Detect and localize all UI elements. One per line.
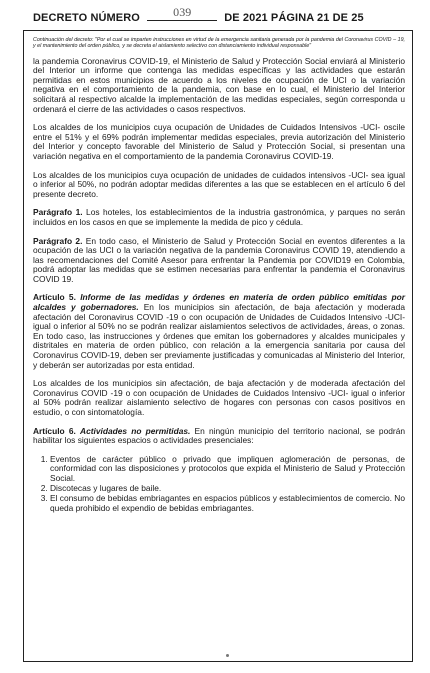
paragrafo-2 <box>33 237 405 285</box>
list-item: 1. Eventos de carácter público o privado que impliquen aglomeración de personas, de conformidad con las disposiciones y protocolos que expida el Ministerio de Salud y Protección Social. <box>50 455 405 484</box>
articulo-6-label: Artículo 6. <box>33 425 76 436</box>
list-item: 3. El consumo de bebidas embriagantes en espacios públicos y establecimientos de comercio. No queda prohibido el expendio de bebidas embriagantes. <box>50 494 405 513</box>
paragraph-3: Los alcaldes de los municipios cuya ocupación de unidades de cuidados intensivos -UCI- sea igual o inferior al 50%, no podrán adoptar medidas diferentes a las que se establecen en el artículo 6 del presente decreto. <box>33 169 405 199</box>
paragraph-1: la pandemia Coronavirus COVID-19, el Ministerio de Salud y Protección Social enviará al Ministerio del Interior un informe que contenga las medidas específicas y las actividades que estarán permitidas en estos municipios de acuerdo a los niveles de ocupación de UCI o la variación negativa en el comportamiento de la pandemia, con base en lo cual, el Ministerio del Interior solicitará al respectivo alcalde la implementación de las medidas especiales, según corresponda u ordenará el cierre de las actividades o casos respectivos. <box>33 55 405 114</box>
decree-label: DECRETO NÚMERO <box>33 12 140 24</box>
paragrafo-2-text: En todo caso, el Ministerio de Salud y Protección Social en eventos diferentes a la ocupación de las UCI o la variación negativa de la pandemia Coronavirus COVID 19, atendiendo a las recomendaciones del Comité Asesor para enfrentar la Pandemia por COVID19 en Colombia, podrá adoptar las medidas que se estimen necesarias para enfrentar la pandemia el Coronavirus COVID 19. <box>33 235 405 284</box>
articulo-6 <box>33 427 405 446</box>
paragrafo-2-label: Parágrafo 2. <box>33 235 83 246</box>
decree-number: 039 <box>173 5 192 19</box>
page-header <box>33 5 413 26</box>
articulo-5-title: Informe de las medidas y órdenes en materia de orden público emitidas por alcaldes y gobernadores. <box>33 292 406 313</box>
paragrafo-1 <box>33 208 405 227</box>
articulo-6-text: En ningún municipio del territorio nacional, se podrán habilitar los siguientes espacios o actividades presenciales: <box>33 425 406 446</box>
paragraph-7: Los alcaldes de los municipios sin afectación, de baja afectación y de moderada afectación del Coronavirus COVID -19 o con ocupación de Unidades de Cuidados Intensivo -UCI- igual o inferior al 50% podrán realizar aislamiento selectivo de hogares con personas con casos positivos en estudio, o con sintomatología. <box>33 378 405 417</box>
paragrafo-1-text: Los hoteles, los establecimientos de la industria gastronómica, y parques no serán incluidos en los casos en que se implemente la medida de pico y cédula. <box>33 207 405 227</box>
year-page-label: DE 2021 PÁGINA 21 DE 25 <box>224 12 364 24</box>
paragrafo-1-label: Parágrafo 1. <box>33 207 83 218</box>
decree-number-blank <box>147 5 217 21</box>
continuation-note: Continuación del decreto: "Por el cual se imparten instrucciones en virtud de la emergencia sanitaria generada por la pandemia del Coronavirus COVID – 19, y el mantenimiento del orden público, y se decreta el aislamiento selectivo con distanciamiento individual responsable" <box>33 37 405 50</box>
articulo-6-title: Actividades no permitidas. <box>80 425 191 436</box>
list-item: 2. Discotecas y lugares de baile. <box>50 484 405 494</box>
articulo-5-label: Artículo 5. <box>33 292 76 303</box>
page-content <box>33 37 405 514</box>
prohibited-activities-list <box>33 455 405 514</box>
articulo-5 <box>33 293 405 370</box>
footer-dot <box>226 654 229 657</box>
articulo-5-text: En los municipios sin afectación, de baja afectación y moderada afectación del Coronavirus COVID -19 o con ocupación de Unidades de Cuidados Intensivo -UCI- igual o inferior al 50% no se podrán realizar aislamientos selectivos de actividades, áreas, o zonas. En todo caso, las instrucciones y órdenes que emitan los gobernadores y alcaldes municipales y distritales en materia de orden público, con relación a la emergencia sanitaria por causa del Coronavirus COVID-19, deben ser previamente justificadas y comunicadas al Ministerio del Interior, y deberán ser autorizadas por esta entidad. <box>33 302 405 370</box>
paragraph-2: Los alcaldes de los municipios cuya ocupación de Unidades de Cuidados Intensivos -UCI- oscile entre el 51% y el 69% podrán implementar medidas especiales, previa autorización del Ministerio del Interior y concepto favorable del Ministerio de Salud y Protección Social, si presentan una variación negativa en el comportamiento de la pandemia Coronavirus COVID-19. <box>33 122 405 161</box>
